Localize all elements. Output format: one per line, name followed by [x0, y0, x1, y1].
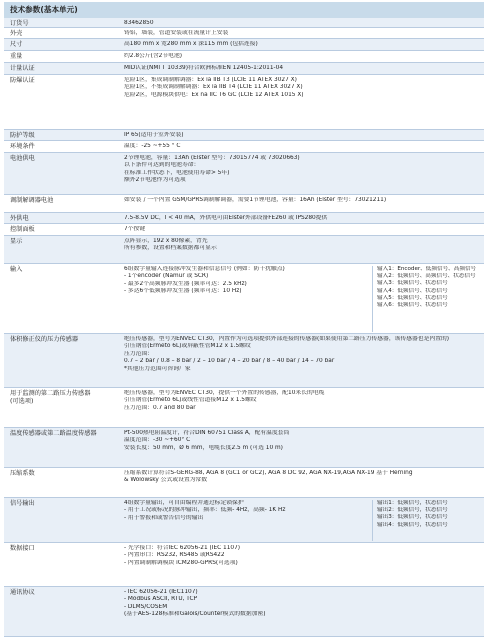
- spec-value: [124, 77, 480, 99]
- spec-label: 体积修正仪的压力传感器: [10, 336, 79, 343]
- spec-value-line: - 用于工况或标况的脉冲输出，频率：低频- 4Hz，高频- 1K Hz: [124, 507, 286, 514]
- spec-label: 压缩系数: [10, 470, 35, 477]
- spec-value-line: 2节锂电池，容量：13Ah (Elster 型号：73015774 或 73020663): [124, 155, 300, 161]
- spec-value-line: & Wolowsky 公式或设置为常数: [124, 477, 208, 484]
- spec-label: 控制面板: [10, 226, 35, 233]
- spec-label: 调制解调器电池: [10, 197, 54, 204]
- spec-value: [124, 266, 359, 296]
- spec-value-line: 危险2区，电源模块供电：Ex na IIC T6 GC (LCIE 12 ATEX 1015 X): [124, 91, 304, 98]
- section-title: 技术参数(基本单元): [4, 2, 484, 18]
- spec-value: [124, 197, 480, 204]
- spec-side-line: 输出2：低频信号，状态信号: [377, 507, 448, 514]
- spec-row-pressure-sensor: [4, 334, 484, 388]
- spec-label: 显示: [10, 238, 23, 245]
- spec-value-line: Pt-500热电阻温度计，符合DIN 60751 Class A，配有温度套筒: [124, 430, 290, 436]
- spec-value-line: 绝压传感器，型号为ENVEC CT30，提供一个外置的传感器，配10米长的电缆: [124, 390, 325, 396]
- spec-label: 环境条件: [10, 143, 35, 150]
- spec-row-signal-outputs: [4, 498, 484, 543]
- spec-row-control-panel: [4, 224, 484, 236]
- spec-value-line: (基于AES-128标准和Galois/Counter模式的数据加密): [124, 611, 266, 618]
- spec-row-protocols: [4, 587, 484, 637]
- spec-label: 尺寸: [10, 41, 23, 48]
- spec-row-ex-approval: [4, 75, 484, 130]
- spec-value: [124, 53, 480, 60]
- spec-value: [124, 545, 480, 567]
- spec-value: [124, 238, 480, 253]
- spec-value-line: - 最多2个高频脉冲发生器 (频率可达：2.5 kHz): [124, 280, 247, 287]
- spec-label: 外供电: [10, 215, 29, 222]
- spec-value-line: MID认证(NMI T 10339)符合欧洲标准EN 12405-1:2011-04: [124, 65, 284, 71]
- spec-side-line: 输入1：Encoder、低频信号、高频信号: [377, 266, 477, 272]
- spec-row-data-interface: [4, 543, 484, 587]
- spec-row-protection-class: [4, 130, 484, 141]
- spec-value-line: IP 65(适用于室外安装): [124, 132, 184, 138]
- spec-row-second-pressure-sensor: [4, 388, 484, 428]
- spec-row-housing: [4, 28, 484, 39]
- spec-row-inputs: [4, 264, 484, 334]
- spec-value-line: 压力范围：: [124, 350, 153, 357]
- spec-side-list: [372, 500, 482, 541]
- spec-label: 外壳: [10, 30, 23, 37]
- spec-value-line: 危险1区，集成调制解调器：Ex ia IIB T3 (LCIE 11 ATEX 3027 X): [124, 77, 297, 83]
- spec-value-line: 铸铝，墙装，管道安装或在流量计上安装: [124, 30, 229, 36]
- spec-value: [124, 500, 359, 522]
- spec-row-metrology-approval: [4, 63, 484, 75]
- spec-label: 计量认证: [10, 65, 35, 72]
- spec-label: 重量: [10, 53, 23, 60]
- spec-row-order-number: [4, 18, 484, 28]
- spec-label: 防护等级: [10, 132, 35, 139]
- spec-label: 输入: [10, 266, 23, 273]
- spec-value: [124, 470, 480, 485]
- spec-side-line: 输入5：低频信号、状态信号: [377, 294, 448, 301]
- spec-value-line: 点阵显示，192 x 80像素，背光: [124, 238, 208, 244]
- spec-row-weight: [4, 51, 484, 63]
- spec-value: [124, 215, 480, 222]
- spec-value: [124, 336, 480, 373]
- spec-value: [124, 226, 480, 233]
- spec-label: 用于监测的第二路压力传感器 (可选项): [10, 390, 91, 405]
- spec-value-line: - 用于警报和或警告信号的输出: [124, 514, 204, 521]
- spec-value: [124, 132, 480, 139]
- spec-value-line: - 光学接口：符合IEC 62056-21 (IEC 1107): [124, 545, 241, 551]
- spec-value-line: 绝压传感器，型号为ENVEC CT30，内置作为可选项提供外部连接的传感器(如果使用第二路压力传感器，该传感器也是内置的): [124, 336, 450, 342]
- spec-value: [124, 30, 480, 37]
- spec-value-line: - IEC 62056-21 (IEC1107): [124, 589, 198, 595]
- spec-row-environment: [4, 141, 484, 153]
- spec-value-line: - 内置调制解调模块 iCM280-GPRS(可选项): [124, 559, 238, 566]
- spec-side-line: 输出3：低频信号，状态信号: [377, 514, 448, 521]
- spec-value-line: 0.7 – 2 bar / 0.8 – 8 bar / 2 – 10 bar / 4 – 20 bar / 8 – 40 bar / 14 – 70 bar: [124, 358, 335, 365]
- spec-value-line: 约2.8公斤(含2节电池): [124, 53, 183, 59]
- spec-side-line: 输入2：低频信号、高频信号、状态信号: [377, 273, 476, 280]
- spec-value: [124, 589, 480, 619]
- spec-value-line: - 内置串口：RS232, RS485 或RS422: [124, 552, 225, 559]
- spec-value: [124, 65, 480, 72]
- spec-value-line: 6组数字量输入连接脉冲发生器和信息信号 (例如：防干扰触点): [124, 266, 285, 272]
- spec-label: 温度传感器或第二路温度传感器: [10, 430, 97, 437]
- spec-label: 通讯协议: [10, 589, 35, 596]
- spec-value-line: 额外2节电池作为可选项: [124, 177, 186, 184]
- spec-value-line: 安装长度：50 mm，Ø 6 mm，电缆长度2.5 m (可选 10 m): [124, 444, 283, 451]
- spec-value-line: 温度：-25 ~+55 ° C: [124, 143, 181, 149]
- spec-row-display: [4, 236, 484, 264]
- spec-label: 防爆认证: [10, 77, 35, 84]
- spec-row-modem-battery: [4, 195, 484, 213]
- spec-value-line: - 多达6个低频脉冲发生器 (频率可达：10 Hz): [124, 288, 242, 295]
- spec-side-line: 输入3：低频信号、状态信号: [377, 280, 448, 287]
- spec-value-line: 7.5-8.5V DC，I < 40 mA，外供电可由Elster外部设备FE260 或 IPS280提供: [124, 215, 328, 221]
- spec-row-temperature-sensor: [4, 428, 484, 468]
- spec-side-list: [372, 266, 482, 332]
- spec-value-line: 引压钢管(Ermeto 6L)或线性管道接M12 x 1.5螺纹: [124, 397, 257, 404]
- spec-value-line: 高180 mm x 宽280 mm x 深115 mm (包括连接): [124, 41, 258, 47]
- spec-value-line: 压缩系数计算符合S-GERG-88, AGA 8 (GC1 or GC2), AGA 8 DC 92, AGA NX-19,AGA NX-19 基于 Herning: [124, 470, 413, 476]
- spec-value-line: - Modbus ASCII, RTU, TCP: [124, 596, 197, 603]
- spec-side-line: 输入6：低频信号、状态信号: [377, 302, 448, 309]
- spec-value-line: 温度范围：-30 ~+60° C: [124, 437, 191, 444]
- spec-row-dimensions: [4, 39, 484, 51]
- spec-label: 订货号: [10, 20, 29, 27]
- spec-value-line: 引压钢管(Ermeto 6L)或屏蔽性管M12 x 1.5螺纹: [124, 343, 251, 350]
- spec-value-line: 7个按键: [124, 226, 146, 232]
- spec-value-line: 以下条件可达到的电池寿命：: [124, 162, 200, 169]
- spec-label: 电池供电: [10, 155, 35, 162]
- spec-value-line: 在标准工作状态下，电池使用寿命> 5年): [124, 169, 230, 176]
- spec-value-line: 83462850: [124, 20, 154, 26]
- spec-row-battery-supply: [4, 153, 484, 195]
- spec-value: [124, 155, 480, 185]
- spec-value: [124, 20, 480, 27]
- spec-value: [124, 143, 480, 150]
- spec-value-line: - DLMS/COSEM: [124, 603, 168, 610]
- spec-value-line: 4组数字量输出，可自由编程并通过标定锁保护: [124, 500, 244, 506]
- spec-value-line: *其他压力范围可咨询厂家: [124, 365, 191, 372]
- spec-value-line: 压力范围：0.7 and 80 bar: [124, 404, 196, 411]
- spec-value-line: - 1个encoder (Namur 或 SCR): [124, 273, 209, 280]
- spec-row-external-supply: [4, 213, 484, 224]
- spec-label: 信号输出: [10, 500, 35, 507]
- spec-value: [124, 41, 480, 48]
- spec-row-compressibility: [4, 468, 484, 498]
- spec-side-line: 输出4：低频信号，状态信号: [377, 521, 448, 528]
- spec-value-line: 危险1区，不集成调制解调器：Ex ia IIB T4 (LCIE 11 ATEX 3027 X): [124, 84, 303, 91]
- spec-side-line: 输入4：低频信号、状态信号: [377, 287, 448, 294]
- spec-label: 数据接口: [10, 545, 35, 552]
- spec-side-line: 输出1：低频信号，状态信号: [377, 500, 448, 506]
- spec-value: [124, 430, 480, 452]
- spec-value: [124, 390, 480, 412]
- spec-value-line: 所有参数，设置和档案数据都可显示: [124, 245, 217, 252]
- spec-value-line: 如安装了一个内置 GSM/GPRS调制解调器，需要1节锂电池，容量：16Ah (Elster 型号：73021211): [124, 197, 387, 203]
